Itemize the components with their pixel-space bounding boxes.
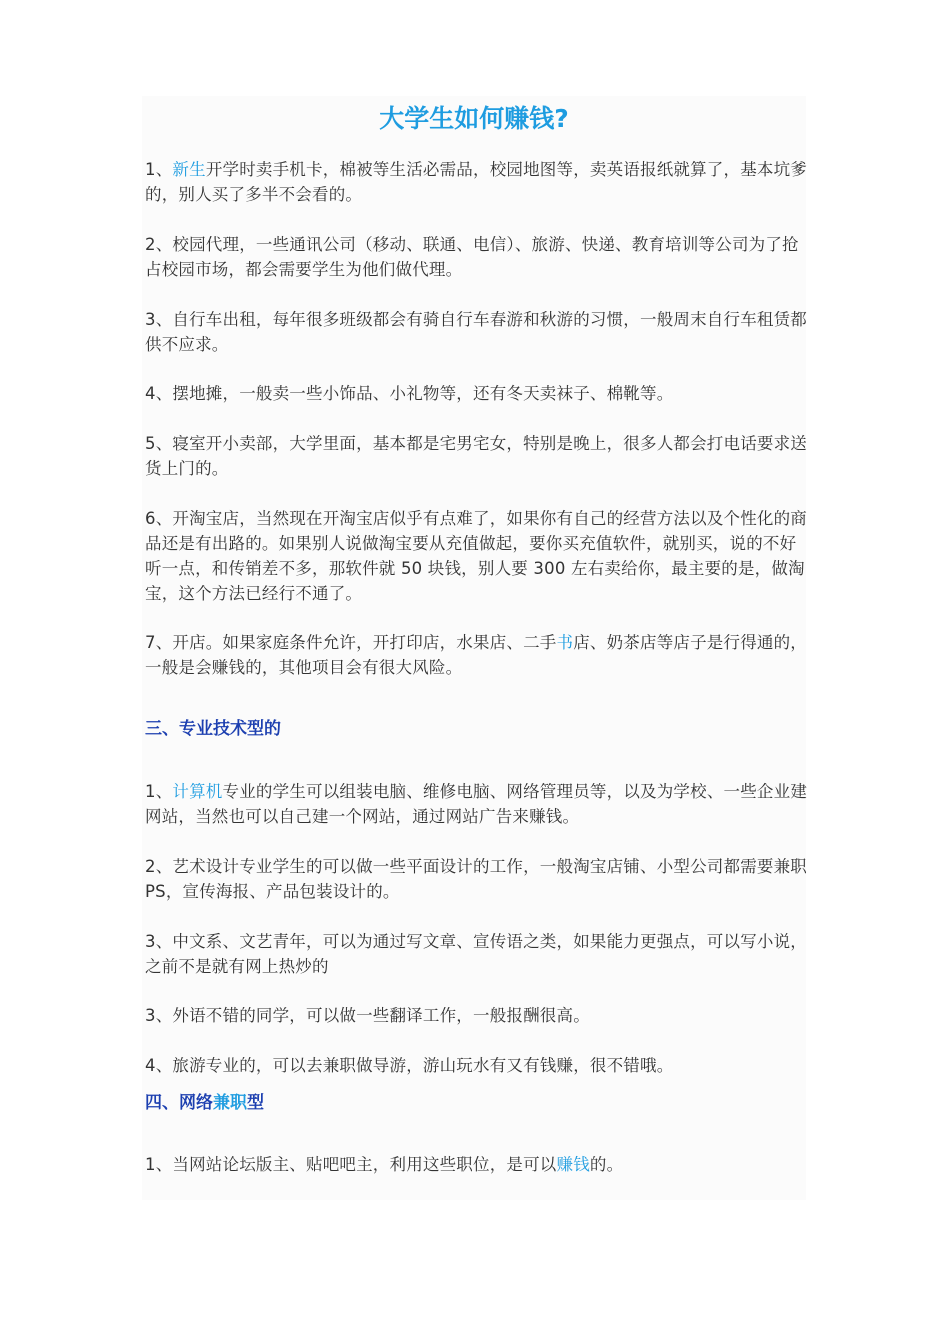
paragraph-3: 3、自行车出租，每年很多班级都会有骑自行车春游和秋游的习惯，一般周末自行车租赁都供不应求。 <box>145 310 807 354</box>
paragraph-12: 4、旅游专业的，可以去兼职做导游，游山玩水有又有钱赚，很不错哦。 <box>145 1056 674 1075</box>
paragraph-13-text: 的。 <box>589 1155 624 1174</box>
page-title: 大学生如何赚钱? <box>379 104 569 133</box>
section-heading-professional: 三、专业技术型的 <box>145 719 281 739</box>
paragraph-13 <box>145 1152 807 1177</box>
paragraph-2: 2、校园代理，一些通讯公司（移动、联通、电信）、旅游、快递、教育培训等公司为了抢占校园市场，都会需要学生为他们做代理。 <box>145 235 799 279</box>
paragraph-6: 6、开淘宝店，当然现在开淘宝店似乎有点难了，如果你有自己的经营方法以及个性化的商品还是有出路的。如果别人说做淘宝要从充值做起，要你买充值软件，就别买，说的不好听一点，和传销差不多，那软件就 50 块钱，别人要 300 左右卖给你，最主要的是，做淘宝，这个方法已经行不通了。 <box>145 509 807 603</box>
paragraph-7 <box>145 630 807 680</box>
paragraph-1-prefix: 1、 <box>145 160 173 179</box>
paragraph-10: 3、中文系、文艺青年，可以为通过写文章、宣传语之类，如果能力更强点，可以写小说，之前不是就有网上热炒的 <box>145 932 807 976</box>
link-jianzhi[interactable]: 兼职 <box>213 1093 247 1113</box>
paragraph-9: 2、艺术设计专业学生的可以做一些平面设计的工作，一般淘宝店铺、小型公司都需要兼职 PS，宣传海报、产品包装设计的。 <box>145 857 807 901</box>
paragraph-13-prefix: 1、当网站论坛版主、贴吧吧主，利用这些职位，是可以 <box>145 1155 557 1174</box>
paragraph-7-prefix: 7、开店。如果家庭条件允许，开打印店，水果店、二手 <box>145 633 557 652</box>
heading-online-prefix: 四、网络 <box>145 1093 213 1113</box>
paragraph-8-prefix: 1、 <box>145 782 173 801</box>
paragraph-1-text: 开学时卖手机卡，棉被等生活必需品，校园地图等，卖英语报纸就算了，基本坑爹的，别人买了多半不会看的。 <box>145 160 808 204</box>
link-zhuanqian[interactable]: 赚钱 <box>556 1155 590 1174</box>
paragraph-11: 3、外语不错的同学，可以做一些翻译工作，一般报酬很高。 <box>145 1006 590 1025</box>
heading-online-suffix: 型 <box>247 1093 264 1113</box>
paragraph-7-text: 店、奶茶店等店子是行得通的，一般是会赚钱的，其他项目会有很大风险。 <box>145 633 808 677</box>
section-heading-online <box>145 1090 264 1116</box>
link-jisuanji[interactable]: 计算机 <box>172 782 223 801</box>
paragraph-5: 5、寝室开小卖部，大学里面，基本都是宅男宅女，特别是晚上，很多人都会打电话要求送货上门的。 <box>145 434 807 478</box>
paragraph-1 <box>145 157 807 207</box>
link-shu[interactable]: 书 <box>556 633 574 652</box>
link-xinsheng[interactable]: 新生 <box>172 160 206 179</box>
paragraph-8 <box>145 779 807 829</box>
paragraph-4: 4、摆地摊，一般卖一些小饰品、小礼物等，还有冬天卖袜子、棉靴等。 <box>145 384 674 403</box>
paragraph-8-text: 专业的学生可以组装电脑、维修电脑、网络管理员等，以及为学校、一些企业建网站，当然也可以自己建一个网站，通过网站广告来赚钱。 <box>145 782 808 826</box>
